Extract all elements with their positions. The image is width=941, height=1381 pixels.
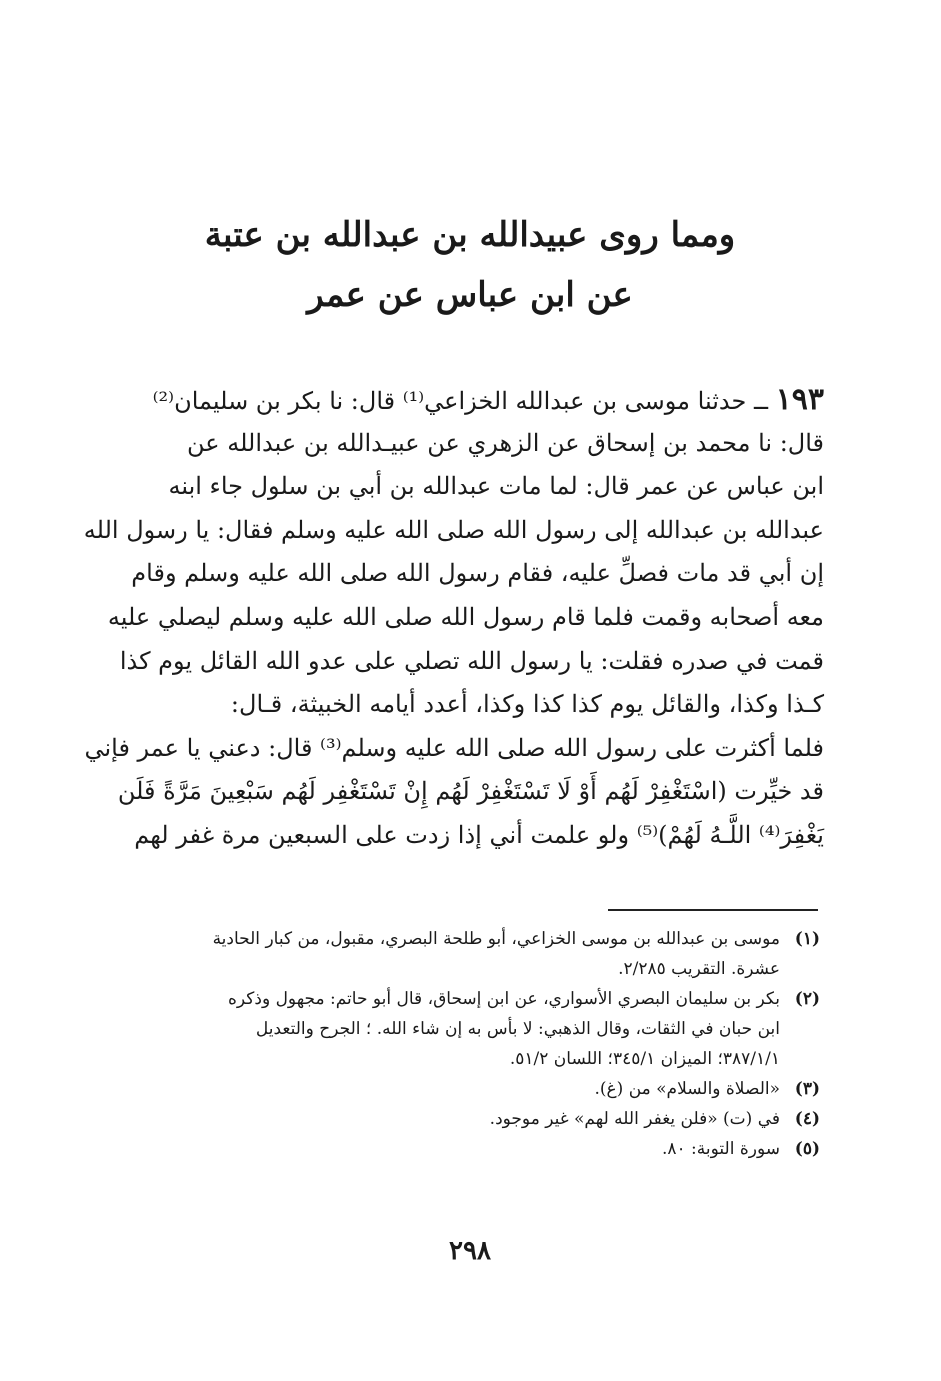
hadith-line: معه أصحابه وقمت فلما قام رسول الله صلى الله عليه وسلم ليصلي عليه bbox=[107, 602, 824, 631]
footnote bbox=[110, 924, 820, 984]
hadith-line: إن أبي قد مات فصلِّ عليه، فقام رسول الله صلى الله عليه وسلم وقام bbox=[131, 559, 824, 588]
footnote-line: عشرة. التقريب ٢/٢٨٥. bbox=[618, 959, 780, 979]
footnote bbox=[110, 1134, 820, 1164]
footnotes bbox=[110, 924, 820, 1164]
footnote bbox=[110, 984, 820, 1074]
page-number: ٢٩٨ bbox=[449, 1236, 491, 1266]
footnote-line: سورة التوبة: ٨٠. bbox=[661, 1139, 780, 1159]
heading-line-2: عن ابن عباس عن عمر bbox=[307, 275, 633, 315]
hadith-text bbox=[83, 378, 824, 858]
footnote-line: ٣٨٧/١/١؛ الميزان ٣٤٥/١؛ اللسان ٥١/٢. bbox=[509, 1049, 780, 1069]
hadith-line: قد خيِّرت (اسْتَغْفِرْ لَهُم أَوْ لَا تَسْتَغْفِرْ لَهُم إِنْ تَسْتَغْفِر لَهُم سَبْعِينَ مَرَّةً فَلَن bbox=[117, 777, 824, 806]
hadith-line: عبدالله بن عبدالله إلى رسول الله صلى الله عليه وسلم فقال: يا رسول الله bbox=[83, 515, 824, 544]
hadith-line-text: ــ حدثنا موسى بن عبدالله الخزاعي⁽¹⁾ قال: نا بكر بن سليمان⁽²⁾ bbox=[152, 387, 769, 415]
footnote-marker: (٢) bbox=[794, 989, 820, 1009]
footnote-marker: (٥) bbox=[794, 1139, 820, 1159]
footnote-line: موسى بن عبدالله بن موسى الخزاعي، أبو طلحة البصري، مقبول، من كبار الحادية bbox=[212, 929, 780, 949]
hadith-line: ابن عباس عن عمر قال: لما مات عبدالله بن أبي بن سلول جاء ابنه bbox=[168, 472, 824, 501]
footnote-line: «الصلاة والسلام» من (غ). bbox=[594, 1079, 780, 1099]
hadith-line: يَغْفِرَ⁽⁴⁾ اللَّـهُ لَهُمْ)⁽⁵⁾ ولو علمت أني إذا زدت على السبعين مرة غفر لهم bbox=[134, 820, 824, 849]
heading-line-1: ومما روى عبيدالله بن عبدالله بن عتبة bbox=[204, 215, 736, 255]
footnote bbox=[110, 1104, 820, 1134]
footnote-marker: (١) bbox=[794, 929, 820, 949]
hadith-line: قمت في صدره فقلت: يا رسول الله تصلي على عدو الله القائل يوم كذا bbox=[119, 646, 824, 675]
footnote bbox=[110, 1074, 820, 1104]
footnote-line: في (ت) «فلن يغفر الله لهم» غير موجود. bbox=[489, 1109, 780, 1129]
footnote-marker: (٤) bbox=[794, 1109, 820, 1129]
hadith-line: كـذا وكذا، والقائل يوم كذا كذا وكذا، أعدد أيامه الخبيثة، قـال: bbox=[230, 690, 824, 719]
footnote-marker: (٣) bbox=[794, 1079, 820, 1099]
hadith-line: قال: نا محمد بن إسحاق عن الزهري عن عبيـدالله بن عبدالله عن bbox=[187, 428, 824, 457]
hadith-line: فلما أكثرت على رسول الله صلى الله عليه وسلم⁽³⁾ قال: دعني يا عمر فإني bbox=[84, 733, 824, 762]
footnote-line: ابن حبان في الثقات، وقال الذهبي: لا بأس به إن شاء الله. ؛ الجرح والتعديل bbox=[255, 1019, 780, 1039]
chapter-heading bbox=[120, 205, 820, 325]
hadith-number: ١٩٣ bbox=[775, 382, 824, 417]
hadith-line bbox=[112, 378, 824, 422]
footnote-line: بكر بن سليمان البصري الأسواري، عن ابن إسحاق، قال أبو حاتم: مجهول وذكره bbox=[228, 989, 780, 1009]
footnote-separator bbox=[608, 909, 818, 911]
